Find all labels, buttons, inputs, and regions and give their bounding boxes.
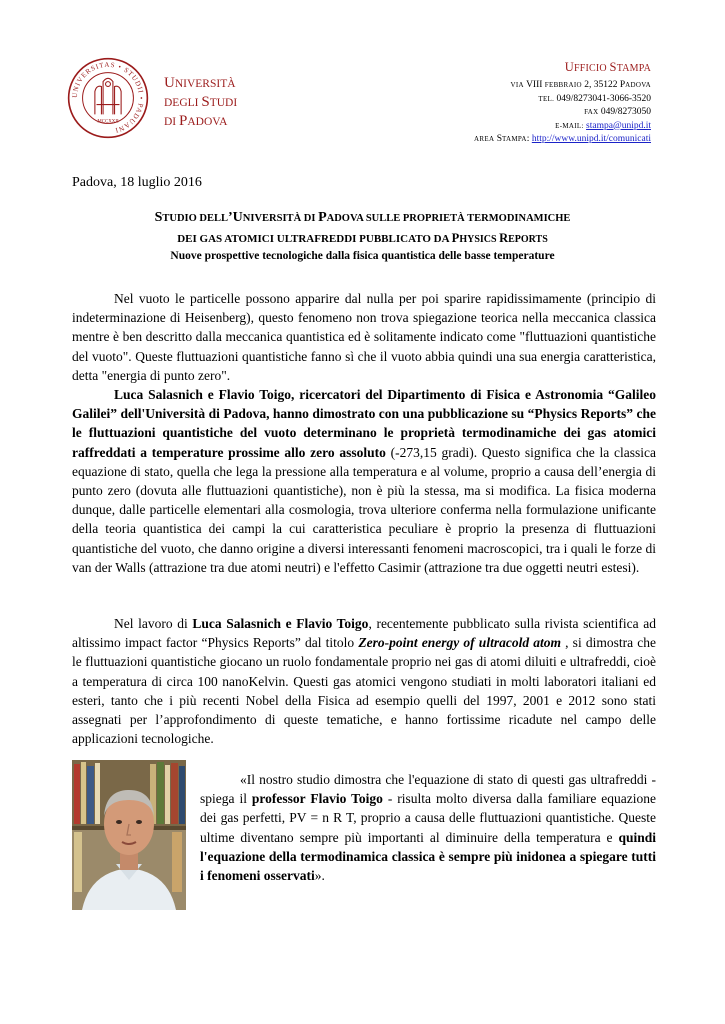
p3-text-c: , si dimostra che le fluttuazioni quantistiche giocano un ruolo fondamentale proprio nei gas di atomi diluiti e ultrafreddi, cioè a temperatura di circa 100 nanoKelvin. Questi gas atomici vengono studiati in molti laboratori italiani ed esteri, tanto che i più recenti Nobel della Fisica ad esempio quelli del 1997, 2001 e 2012 sono stati assegnati per l’approfondimento di queste tematiche, e hanno fortissime ricadute nel campo delle applicazioni tecnologiche.	[72, 635, 656, 747]
portrait-photo	[72, 760, 186, 910]
paragraph-intro-text: Nel vuoto le particelle possono apparire dal nulla per poi sparire rapidissimamente (principio di indeterminazione di Heisenberg), questo fenomeno non trova spiegazione teorica nella meccanica classica mentre è ben descritto dalla meccanica quantistica ed è solitamente indicato come "fluttuazioni quantistiche del vuoto". Queste fluttuazioni quantistiche fanno sì che il vuoto abbia quindi una sua energia caratteristica, detta "energia di punto zero".	[72, 291, 656, 383]
headline-line-1: STUDIO DELL’UNIVERSITÀ DI PADOVA SULLE PROPRIETÀ TERMODINAMICHE	[154, 210, 571, 225]
quote-text-a: «Il nostro studio dimostra che l'equazione di stato di questi gas ultrafreddi - spiega il	[200, 772, 656, 807]
press-office-area: AREA STAMPA: http://www.unipd.it/comunicati	[474, 134, 651, 144]
press-office-tel: TEL. 049/8273041-3066-3520	[538, 93, 651, 104]
university-seal-logo	[67, 57, 149, 139]
paragraph-intro	[72, 289, 656, 385]
press-office-address: VIA VIII FEBBRAIO 2, 35122 PADOVA	[510, 80, 651, 90]
quote-conclusion: quindi l'equazione della termodinamica classica è sempre più inidonea a spiegare tutti i fenomeni osservati	[200, 829, 656, 884]
press-office-block	[474, 60, 651, 147]
seal-ring-text: UNIVERSITAS • STUDII • PADUANI	[70, 60, 146, 135]
p3-text-b: , recentemente pubblicato sulla rivista scientifica ad altissimo impact factor “Physics Reports” dal titolo	[72, 616, 656, 651]
university-name-line-1: UNIVERSITÀ	[164, 75, 236, 91]
paragraph-research-bold: Luca Salasnich e Flavio Toigo, ricercatori del Dipartimento di Fisica e Astronomia “Galileo Galilei” dell'Università di Padova, hanno dimostrato con una pubblicazione su “Physics Reports” che le fluttuazioni quantistiche del vuoto determinano le proprietà termodinamiche dei gas atomici raffreddati a temperature prossime allo zero assoluto	[72, 387, 656, 460]
email-link[interactable]: stampa@unipd.it	[586, 120, 651, 131]
quote-end: ».	[314, 868, 325, 884]
press-release-date: Padova, 18 luglio 2016	[72, 175, 202, 190]
paper-title: Zero-point energy of ultracold atom	[358, 635, 561, 651]
headline-line-2: DEI GAS ATOMICI ULTRAFREDDI PUBBLICATO DA PHYSICS REPORTS	[177, 231, 548, 245]
seal-year: MCCXXII	[97, 119, 119, 125]
quote-text-b: - risulta molto diversa dalla familiare equazione dei gas perfetti, PV = n R T, proprio a causa delle fluttuazioni quantistiche. Queste ultime diventano sempre più importanti al diminuire della temperatura e	[200, 791, 656, 845]
university-name	[164, 74, 237, 131]
paragraph-research-text: (-273,15 gradi). Questo significa che la classica equazione di stato, quella che lega la pressione alla temperatura e al volume, proprio a causa dell’energia di punto zero (dovuta alle fluttuazioni quantistiche), non è più la stessa, ma si modifica. La fisica moderna dunque, dalle particelle elementari alla cosmologia, trova ulteriore conferma nella formulazione unificante della teoria quantistica dei campi la cui caratteristica peculiare è proprio la presenza di fluttuazioni quantistiche del vuoto, che danno origine a diversi interessanti fenomeni macroscopici, tra i quali le forze di van der Walls (attrazione tra due atomi neutri) e l'effetto Casimir (attrazione tra due oggetti neutri estesi).	[72, 444, 656, 575]
paragraph-research	[72, 385, 656, 577]
tel-number: 049/8273041-3066-3520	[556, 93, 651, 104]
paragraph-publication	[72, 614, 656, 748]
quote-paragraph	[200, 770, 656, 885]
university-name-line-2: DEGLI STUDI	[164, 94, 238, 110]
university-name-line-3: DI PADOVA	[164, 113, 228, 129]
fax-number: 049/8273050	[600, 107, 651, 117]
press-office-email: E-MAIL: stampa@unipd.it	[555, 120, 651, 131]
quote-speaker: professor Flavio Toigo	[251, 791, 383, 807]
author-names: Luca Salasnich e Flavio Toigo	[192, 616, 369, 631]
p3-text-a: Nel lavoro di	[114, 616, 193, 631]
press-office-title: UFFICIO STAMPA	[564, 60, 651, 74]
area-stampa-link[interactable]: http://www.unipd.it/comunicati	[531, 134, 651, 144]
headline-subtitle: Nuove prospettive tecnologiche dalla fisica quantistica delle basse temperature	[170, 250, 555, 262]
press-office-fax: FAX 049/8273050	[584, 107, 651, 117]
